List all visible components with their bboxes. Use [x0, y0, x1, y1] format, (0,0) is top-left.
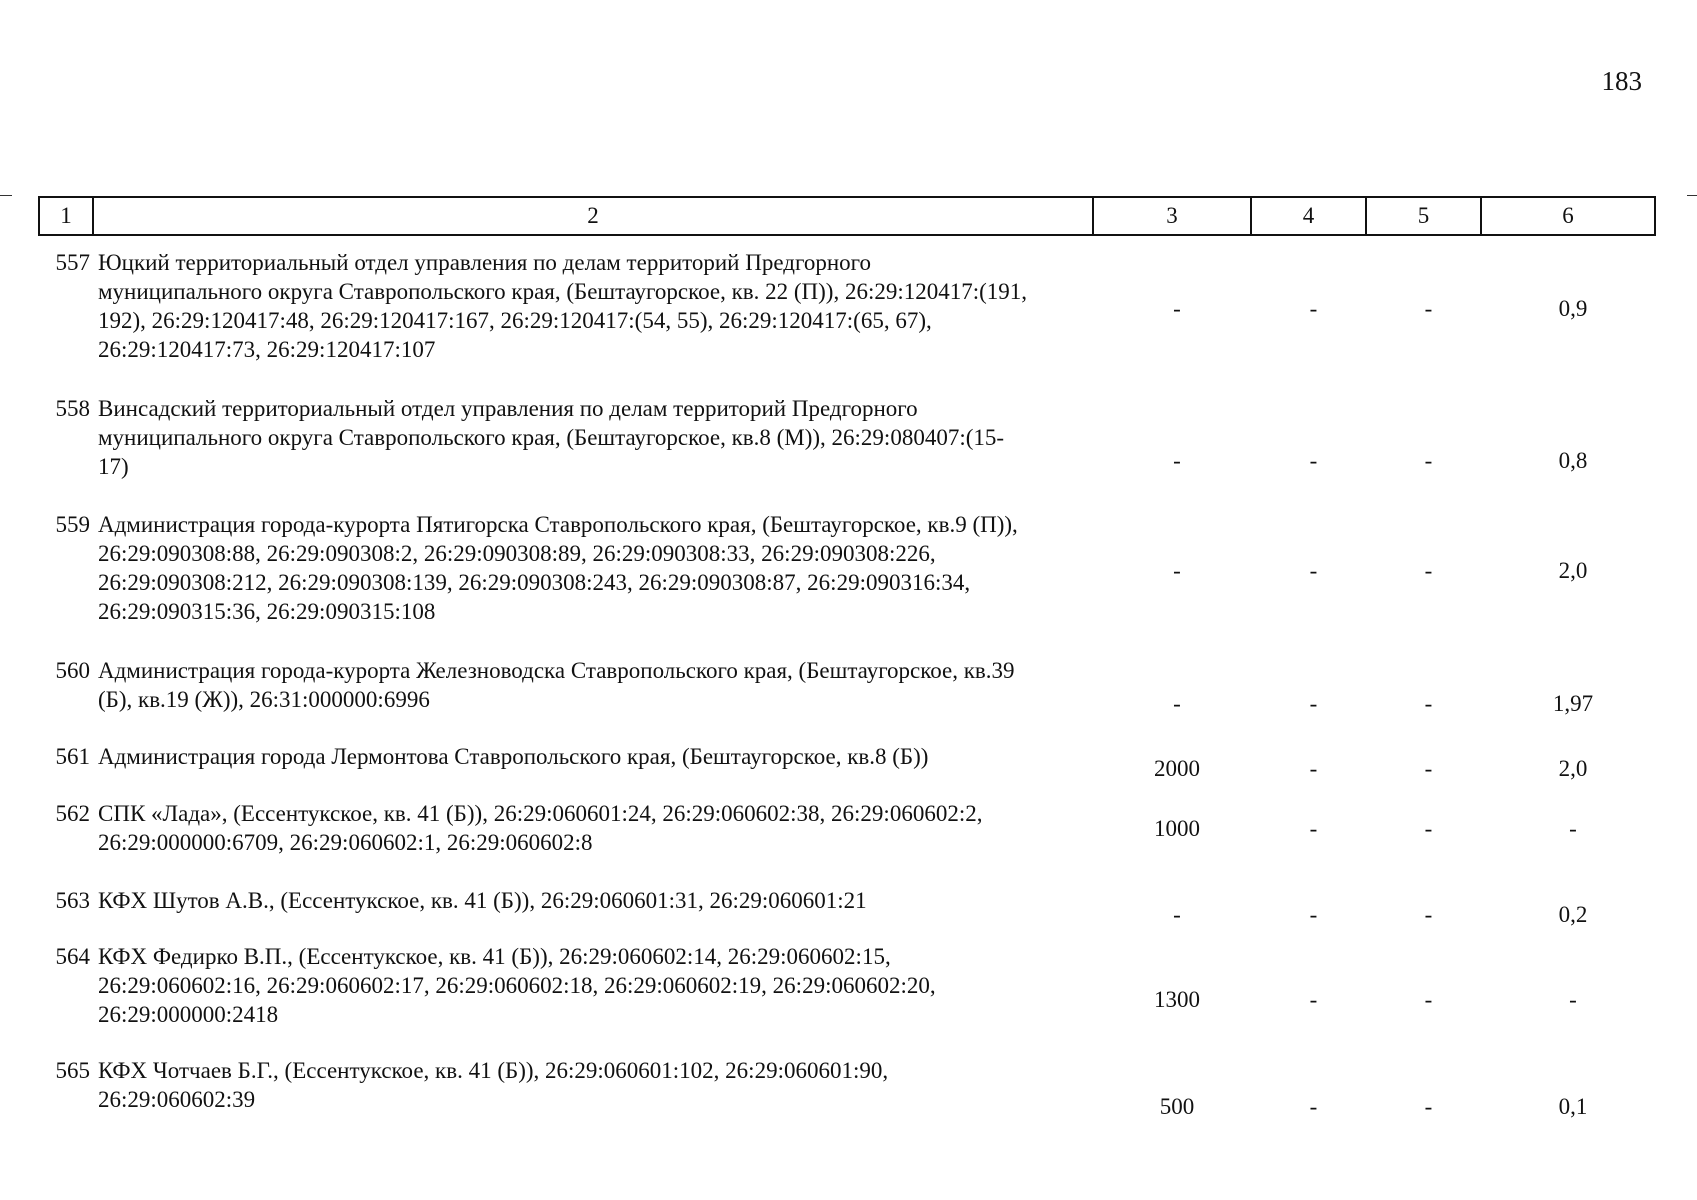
cell-col-4: - [1309, 691, 1318, 716]
row-description [90, 656, 1098, 714]
column-header-5: 5 [1366, 197, 1481, 235]
cell-col-6: 2,0 [1558, 558, 1588, 583]
cell-col-4: - [1309, 756, 1318, 781]
cell-col-3: - [1173, 296, 1181, 321]
column-header-2: 2 [93, 197, 1093, 235]
row-description [90, 510, 1098, 626]
column-header-3: 3 [1093, 197, 1251, 235]
row-description [90, 394, 1098, 481]
column-header-4: 4 [1251, 197, 1366, 235]
cell-col-3: - [1173, 902, 1181, 927]
description-line: 26:29:090308:88, 26:29:090308:2, 26:29:090308:89, 26:29:090308:33, 26:29:090308:226, [98, 541, 936, 566]
row-description [90, 248, 1098, 364]
description-line: 26:29:000000:2418 [98, 1002, 279, 1027]
description-line: 26:29:060602:16, 26:29:060602:17, 26:29:060602:18, 26:29:060602:19, 26:29:060602:20, [98, 973, 936, 998]
description-line: 192), 26:29:120417:48, 26:29:120417:167, 26:29:120417:(54, 55), 26:29:120417:(65, 67), [98, 308, 932, 333]
description-line: КФХ Федирко В.П., (Ессентукское, кв. 41 (Б)), 26:29:060602:14, 26:29:060602:15, [98, 944, 891, 969]
row-number: 562 [55, 801, 90, 826]
table-row [38, 248, 1660, 364]
row-number: 557 [55, 250, 90, 275]
cell-col-6: - [1569, 816, 1577, 841]
cell-col-6: 1,97 [1552, 691, 1594, 716]
row-number: 560 [55, 658, 90, 683]
column-header-row [39, 197, 1655, 235]
description-line: Администрация города-курорта Пятигорска Ставропольского края, (Бештаугорское, кв.9 (П)), [98, 512, 1018, 537]
description-line: КФХ Чотчаев Б.Г., (Ессентукское, кв. 41 (Б)), 26:29:060601:102, 26:29:060601:90, [98, 1058, 889, 1083]
table-row [38, 942, 1660, 1029]
cell-col-4: - [1309, 816, 1318, 841]
cell-col-4: - [1309, 902, 1318, 927]
column-header-6: 6 [1481, 197, 1655, 235]
column-header-1: 1 [39, 197, 93, 235]
description-line: КФХ Шутов А.В., (Ессентукское, кв. 41 (Б)), 26:29:060601:31, 26:29:060601:21 [98, 888, 867, 913]
cell-col-5: - [1424, 558, 1433, 583]
table-row [38, 799, 1660, 857]
cell-col-3: 1300 [1154, 987, 1200, 1012]
cell-col-4: - [1309, 448, 1318, 473]
table-row [38, 742, 1660, 800]
table-row [38, 886, 1660, 944]
cell-col-3: 2000 [1154, 756, 1200, 781]
description-line: 26:29:060602:39 [98, 1087, 256, 1112]
row-description [90, 886, 1098, 944]
row-description [90, 1056, 1098, 1114]
cell-col-6: 0,9 [1558, 296, 1588, 321]
row-description [90, 742, 1098, 800]
cell-col-6: 0,1 [1558, 1094, 1588, 1119]
row-number: 558 [55, 396, 90, 421]
row-number: 563 [55, 888, 90, 913]
cell-col-4: - [1309, 1094, 1318, 1119]
description-line: (Б), кв.19 (Ж)), 26:31:000000:6996 [98, 687, 430, 712]
cell-col-5: - [1424, 816, 1433, 841]
cell-col-6: 0,8 [1558, 448, 1588, 473]
description-line: Винсадский территориальный отдел управления по делам территорий Предгорного [98, 396, 918, 421]
cell-col-3: 1000 [1154, 816, 1200, 841]
cell-col-5: - [1424, 902, 1433, 927]
cell-col-3: - [1173, 448, 1181, 473]
cell-col-4: - [1309, 296, 1318, 321]
description-line: Юцкий территориальный отдел управления по делам территорий Предгорного [98, 250, 871, 275]
cell-col-5: - [1424, 296, 1433, 321]
description-line: муниципального округа Ставропольского края, (Бештаугорское, кв.8 (М)), 26:29:080407:(15- [98, 425, 1005, 450]
row-number: 559 [55, 512, 90, 537]
cell-col-3: 500 [1159, 1094, 1195, 1119]
table-row [38, 394, 1660, 481]
description-line: муниципального округа Ставропольского края, (Бештаугорское, кв. 22 (П)), 26:29:120417:(191, [98, 279, 1028, 304]
table-row [38, 1056, 1660, 1119]
page-number: 183 [1601, 66, 1642, 96]
description-line: СПК «Лада», (Ессентукское, кв. 41 (Б)), 26:29:060601:24, 26:29:060602:38, 26:29:060602:2, [98, 801, 983, 826]
cell-col-6: - [1569, 987, 1577, 1012]
description-line: 26:29:120417:73, 26:29:120417:107 [98, 337, 436, 362]
row-description [90, 799, 1098, 857]
cell-col-4: - [1309, 558, 1318, 583]
table-row [38, 510, 1660, 626]
description-line: 26:29:090315:36, 26:29:090315:108 [98, 599, 436, 624]
row-number: 564 [55, 944, 90, 969]
cell-col-5: - [1424, 1094, 1433, 1119]
right-edge-mark [1687, 195, 1697, 196]
row-number: 565 [55, 1058, 90, 1083]
table-row [38, 656, 1660, 714]
cell-col-5: - [1424, 448, 1433, 473]
cell-col-6: 2,0 [1558, 756, 1588, 781]
cell-col-5: - [1424, 987, 1433, 1012]
description-line: 17) [98, 454, 129, 479]
column-header-table [38, 196, 1656, 236]
cell-col-3: - [1173, 691, 1181, 716]
row-description [90, 942, 1098, 1029]
description-line: Администрация города Лермонтова Ставропольского края, (Бештаугорское, кв.8 (Б)) [98, 744, 929, 769]
cell-col-5: - [1424, 691, 1433, 716]
cell-col-4: - [1309, 987, 1318, 1012]
description-line: Администрация города-курорта Железноводска Ставропольского края, (Бештаугорское, кв.39 [98, 658, 1015, 683]
description-line: 26:29:000000:6709, 26:29:060602:1, 26:29:060602:8 [98, 830, 593, 855]
cell-col-6: 0,2 [1558, 902, 1588, 927]
cell-col-3: - [1173, 558, 1181, 583]
cell-col-5: - [1424, 756, 1433, 781]
left-edge-mark [0, 195, 12, 196]
row-number: 561 [55, 744, 90, 769]
description-line: 26:29:090308:212, 26:29:090308:139, 26:29:090308:243, 26:29:090308:87, 26:29:090316:34, [98, 570, 971, 595]
